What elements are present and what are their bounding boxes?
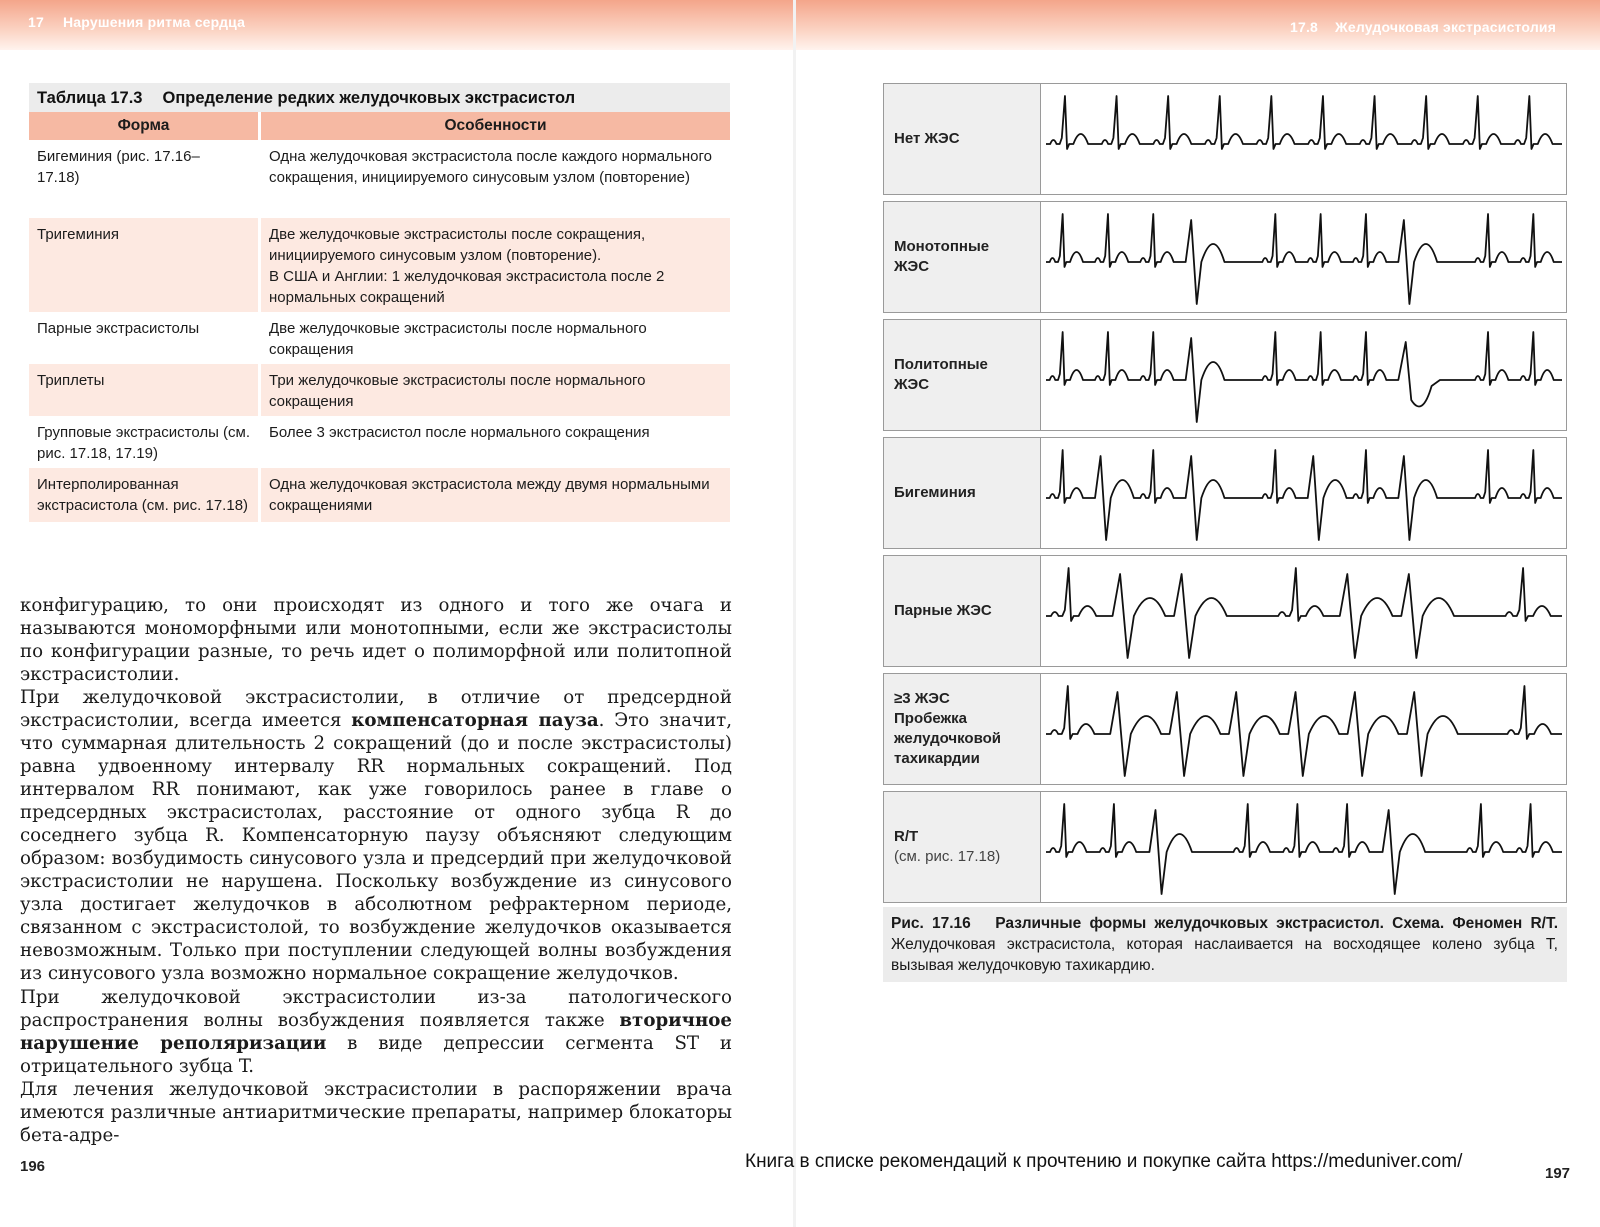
cell-features <box>258 218 730 312</box>
cell-form: Групповые экстрасистолы (см. рис. 17.18, 17.19) <box>37 424 251 462</box>
strip-label <box>884 320 1041 430</box>
strip-label <box>884 556 1041 666</box>
ecg-waveform <box>1046 686 1562 776</box>
ecg-trace <box>1042 792 1566 902</box>
ecg-strip <box>883 791 1567 903</box>
page-gutter <box>793 0 796 1227</box>
strip-label <box>884 438 1041 548</box>
table-row <box>29 364 730 416</box>
ecg-strip <box>883 201 1567 313</box>
ecg-strip <box>883 437 1567 549</box>
cell-form: Парные экстрасистолы <box>37 320 200 337</box>
strip-label-text: Нет ЖЭС <box>894 130 960 147</box>
right-section-num: 17.8 <box>1290 19 1319 35</box>
strip-label-text: Парные ЖЭС <box>894 602 992 619</box>
strip-label-sub: (см. рис. 17.18) <box>894 848 1001 865</box>
ecg-waveform <box>1046 804 1562 894</box>
table-row <box>29 416 730 468</box>
figure-17-16 <box>883 83 1567 909</box>
ecg-waveform <box>1046 214 1562 304</box>
table-row <box>29 468 730 522</box>
ecg-trace <box>1042 84 1566 194</box>
ecg-trace <box>1042 556 1566 666</box>
left-chapter-title: Нарушения ритма сердца <box>63 14 246 30</box>
p2-text-a: При желудочковой экстрасистолии, в отличие от предсердной экстрасистолии, всегда имеется <box>20 687 732 731</box>
table-title: Определение редких желудочковых экстрасистол <box>162 89 576 107</box>
ecg-strip <box>883 673 1567 785</box>
p2-bold-term: компенсаторная пауза <box>351 710 599 731</box>
figure-caption <box>883 907 1567 982</box>
table-caption <box>29 83 730 112</box>
cell-features: Одна желудочковая экстрасистола между двумя нормальными сокращениями <box>258 468 730 522</box>
page-number-right: 197 <box>1545 1165 1571 1182</box>
body-paragraph-4: Для лечения желудочковой экстрасистолии в распоряжении врача имеются различные антиаритмические препараты, например блокаторы бета-адре- <box>20 1079 732 1146</box>
strip-label-text: ≥3 ЖЭС Пробежка желудочковой тахикардии <box>894 690 1001 767</box>
strip-label-text: R/T <box>894 828 919 845</box>
table-17-3 <box>29 83 730 522</box>
cell-features-line1: Две желудочковые экстрасистолы после сокращения, инициируемого синусовым узлом (повторение). <box>269 226 646 264</box>
ecg-trace <box>1042 674 1566 784</box>
body-paragraph-2 <box>20 686 732 985</box>
strip-label <box>884 792 1041 902</box>
strip-label <box>884 84 1041 194</box>
cell-form: Тригеминия <box>29 218 258 312</box>
body-paragraph-3 <box>20 986 732 1078</box>
ecg-waveform <box>1046 332 1562 422</box>
strip-label <box>884 674 1041 784</box>
caption-bold: Различные формы желудочковых экстрасистол. Схема. Феномен R/T. <box>995 915 1558 932</box>
strip-label-text: Монотопные ЖЭС <box>894 238 990 275</box>
ecg-strip <box>883 555 1567 667</box>
cell-features: Одна желудочковая экстрасистола после каждого нормального сокращения, инициируемого синусовым узлом (повторение) <box>258 140 730 218</box>
cell-features-line2: В США и Англии: 1 желудочковая экстрасистола после 2 нормальных сокращений <box>269 268 665 306</box>
strip-label-text: Политопные ЖЭС <box>894 356 988 393</box>
col-header-features: Особенности <box>258 112 730 140</box>
col-header-form: Форма <box>29 112 258 140</box>
p2-text-b: . Это значит, что суммарная длительность 2 сокращений (до и после экстрасистолы) равна удвоенному интервалу RR нормальных сокращений. Под интервалом RR понимают, как уже говорилось ранее в главе о предсердных экстрасистолах, расстояние от одного зубца R до соседнего зубца R. Компенсаторную паузу объясняют следующим образом: возбудимость синусового узла и предсердий при желудочковой экстрасистолии не нарушена. Поскольку возбуждение из синусового узла достигает желудочков в абсолютном рефрактерном периоде, связанном с экстрасистолой, то возбуждение желудочков оказывается невозможным. Только при поступлении следующей волны возбуждения из синусового узла возможно нормальное сокращение желудочков. <box>20 710 732 984</box>
ecg-waveform <box>1046 568 1562 658</box>
table-label: Таблица 17.3 <box>37 89 143 107</box>
cell-form: Бигеминия (рис. 17.16–17.18) <box>37 148 200 186</box>
ecg-waveform <box>1046 450 1562 540</box>
cell-features: Две желудочковые экстрасистолы после нормального сокращения <box>258 312 730 364</box>
ecg-trace <box>1042 202 1566 312</box>
table-row <box>29 312 730 364</box>
table-row <box>29 218 730 312</box>
ecg-strip <box>883 319 1567 431</box>
p3-text-a: При желудочковой экстрасистолии из-за патологического распространения волны возбуждения появляется также <box>20 987 732 1031</box>
strip-label <box>884 202 1041 312</box>
ecg-trace <box>1042 320 1566 430</box>
p3-text-b: в виде депрессии сегмента ST и отрицательного зубца T. <box>20 1033 732 1077</box>
cell-form: Интерполированная экстрасистола (см. рис. 17.18) <box>29 468 258 522</box>
cell-form: Триплеты <box>29 364 258 416</box>
table-body <box>29 112 730 522</box>
page-number-left: 196 <box>20 1158 46 1175</box>
ecg-strip <box>883 83 1567 195</box>
caption-label: Рис. 17.16 <box>891 915 971 932</box>
right-section-title: Желудочковая экстрасистолия <box>1335 19 1557 35</box>
p3-bold-term: вторичное нарушение реполяризации <box>20 1010 732 1054</box>
cell-features: Более 3 экстрасистол после нормального сокращения <box>258 416 730 468</box>
cell-features: Три желудочковые экстрасистолы после нормального сокращения <box>258 364 730 416</box>
body-paragraph-1: конфигурацию, то они происходят из одного и того же очага и называются мономорфными или монотопными, если же экстрасистолы по конфигурации разные, то речь идет о полиморфной или политопной экстрасистолии. <box>20 595 732 685</box>
table-row <box>29 140 730 218</box>
left-chapter-num: 17 <box>28 14 44 30</box>
ecg-trace <box>1042 438 1566 548</box>
caption-text: Желудочковая экстрасистола, которая наслаивается на восходящее колено зубца T, вызывая желудочковую тахикардию. <box>891 936 1558 974</box>
footer-note: Книга в списке рекомендаций к прочтению и покупке сайта https://meduniver.com/ <box>745 1151 1463 1172</box>
strip-label-text: Бигеминия <box>894 484 976 501</box>
ecg-waveform <box>1046 96 1562 149</box>
